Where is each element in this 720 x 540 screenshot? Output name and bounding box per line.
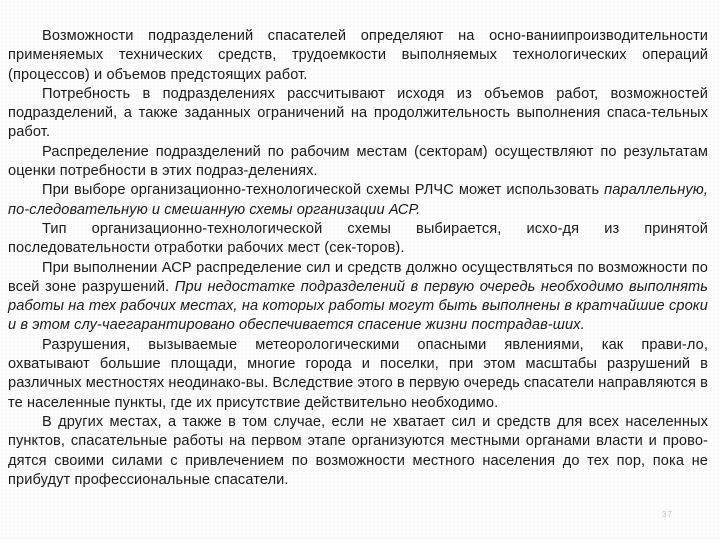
paragraph-scheme-choice bbox=[8, 181, 708, 220]
paragraph-demand: Потребность в подразделениях рассчитывают исходя из объемов работ, возможностей подразделений, а также заданных ограничений на продолжительность выполнения спаса-тельных работ. bbox=[8, 85, 708, 141]
paragraph-scheme-type: Тип организационно-технологической схемы выбирается, исхо-дя из принятой последовательности отработки рабочих мест (сек-торов). bbox=[8, 220, 708, 257]
forces-distribution-italic: При недостатке подразделений в первую очередь необходимо выполнять работы на тех рабочих местах, на которых работы могут быть выполнены в кратчайшие сроки и в этом слу-чаегарантировано обеспечивается спасение жизни пострадав-ших. bbox=[8, 278, 709, 334]
paragraph-other-places: В других местах, а также в том случае, если не хватает сил и средств для всех населенных пунктов, спасательные работы на первом этапе организуются местными органами власти и прово-дятся своими силами с привлечением по возможности местного населения до тех пор, пока не прибудут профессиональные спасатели. bbox=[8, 413, 708, 488]
page-number: 37 bbox=[662, 510, 673, 519]
paragraph-capabilities: Возможности подразделений спасателей определяют на осно-ваниипроизводительности применяемых технических средств, трудоемкости выполняемых технологических операций (процессов) и объемов предстоящих работ. bbox=[8, 28, 708, 83]
paragraph-destruction: Разрушения, вызываемые метеорологическими опасными явлениями, как прави-ло, охватывают большие площади, многие города и поселки, при этом масштабы разрушений в различных местностях неодинако-вы. Вследствие этого в первую очередь спасатели направляются в те населенные пункты, где их присутствие действительно необходимо. bbox=[8, 336, 708, 411]
scheme-choice-italic: параллельную, по-следовательную и смешанную схемы организации АСР. bbox=[8, 182, 708, 218]
paragraph-distribution: Распределение подразделений по рабочим местам (секторам) осуществляют по результатам оценки потребности в этих подраз-делениях. bbox=[8, 143, 708, 180]
scheme-choice-text: При выборе организационно-технологической схемы РЛЧС может использовать bbox=[42, 182, 605, 199]
paragraph-forces-distribution bbox=[8, 259, 708, 336]
forces-distribution-text: При выполнении АСР распределение сил и средств должно осуществляться по возможности по всей зоне разрушений. bbox=[8, 259, 708, 295]
document-body bbox=[8, 27, 708, 490]
